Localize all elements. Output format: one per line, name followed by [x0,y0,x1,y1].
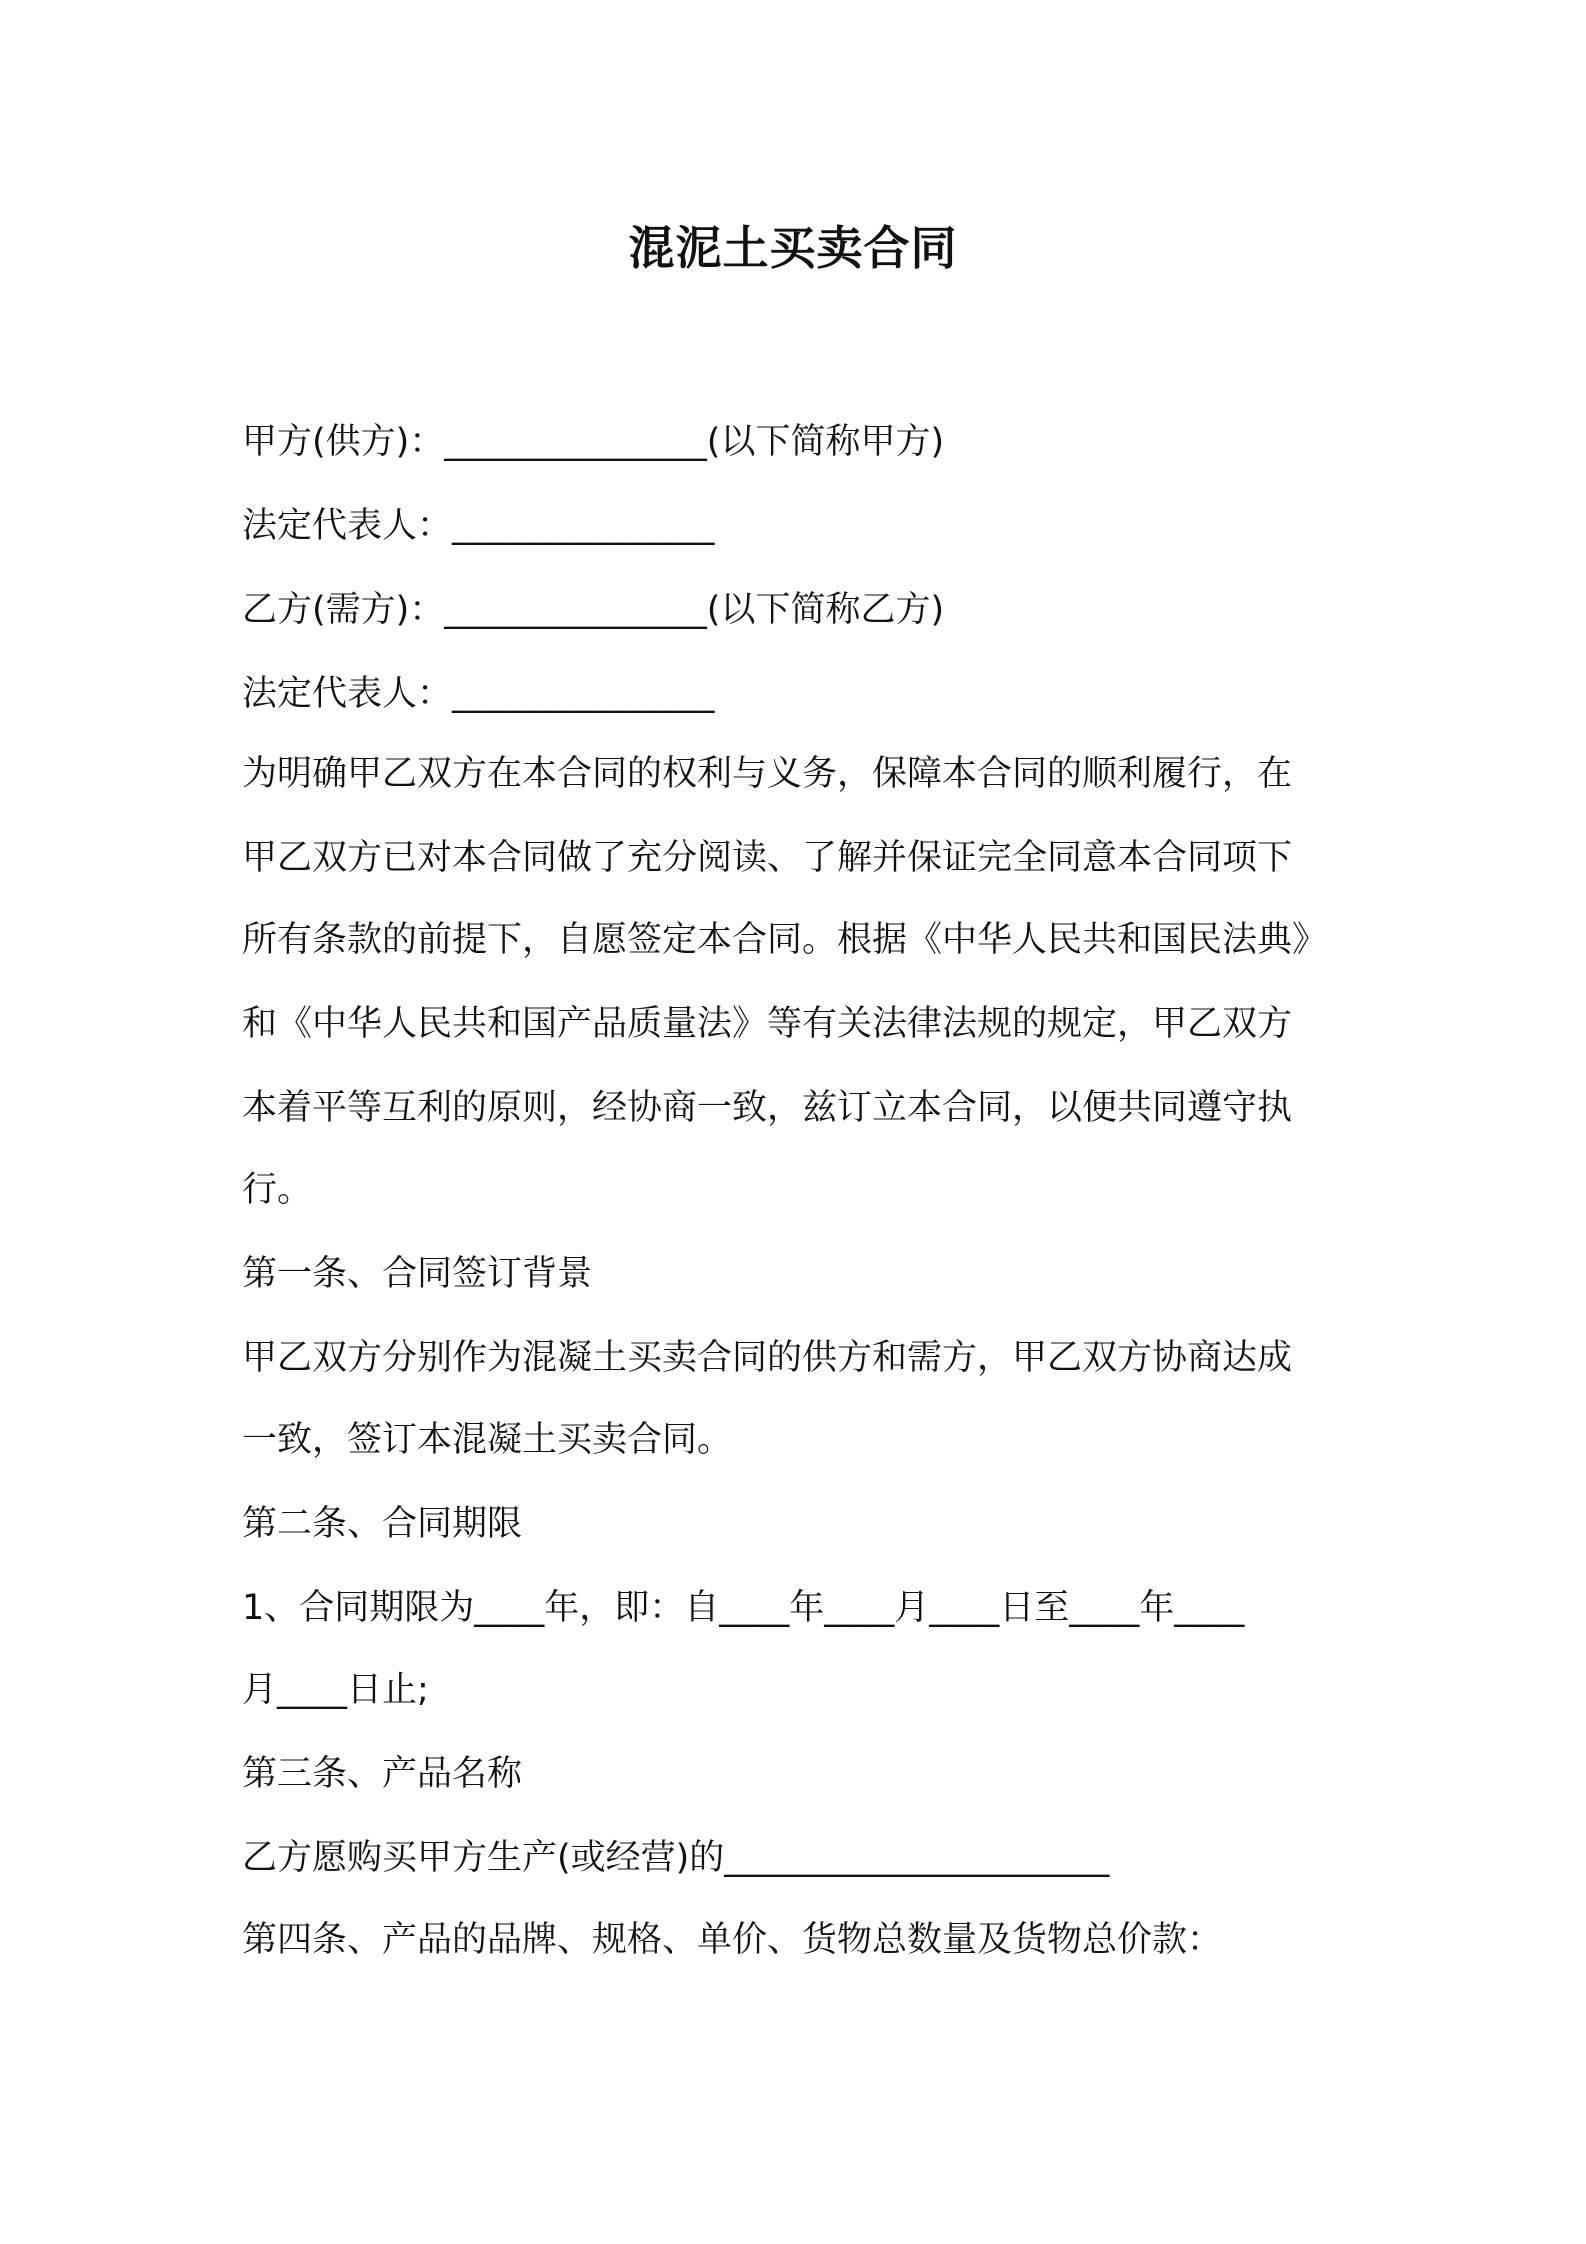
article-4-heading: 第四条、产品的品牌、规格、单价、货物总数量及货物总价款： [242,1920,1223,1960]
article-1-text: 一致，签订本混凝土买卖合同。 [242,1420,733,1460]
party-a-representative-line: 法定代表人：_______________ [242,506,715,546]
article-1-text: 甲乙双方分别作为混凝土买卖合同的供方和需方，甲乙双方协商达成 [242,1338,1293,1378]
party-b-line: 乙方(需方)：_______________(以下简称乙方) [242,590,945,630]
article-3-heading: 第三条、产品名称 [242,1754,523,1794]
preamble-line: 和《中华人民共和国产品质量法》等有关法律法规的规定，甲乙双方 [242,1004,1293,1044]
article-2-text: 1、合同期限为____年，即：自____年____月____日至____年____ [242,1588,1245,1628]
article-3-text: 乙方愿购买甲方生产(或经营)的______________________ [242,1838,1110,1878]
preamble-line: 本着平等互利的原则，经协商一致，兹订立本合同，以便共同遵守执 [242,1088,1293,1128]
preamble-line: 行。 [242,1170,313,1210]
party-a-line: 甲方(供方)：_______________(以下简称甲方) [242,422,945,462]
preamble-line: 所有条款的前提下，自愿签定本合同。根据《中华人民共和国民法典》 [242,920,1328,960]
article-1-heading: 第一条、合同签订背景 [242,1254,593,1294]
article-2-text: 月____日止; [242,1670,429,1710]
article-2-heading: 第二条、合同期限 [242,1504,523,1544]
party-b-representative-line: 法定代表人：_______________ [242,674,715,714]
preamble-line: 为明确甲乙双方在本合同的权利与义务，保障本合同的顺利履行，在 [242,754,1293,794]
preamble-line: 甲乙双方已对本合同做了充分阅读、了解并保证完全同意本合同项下 [242,838,1293,878]
document-title: 混泥土买卖合同 [628,221,958,275]
